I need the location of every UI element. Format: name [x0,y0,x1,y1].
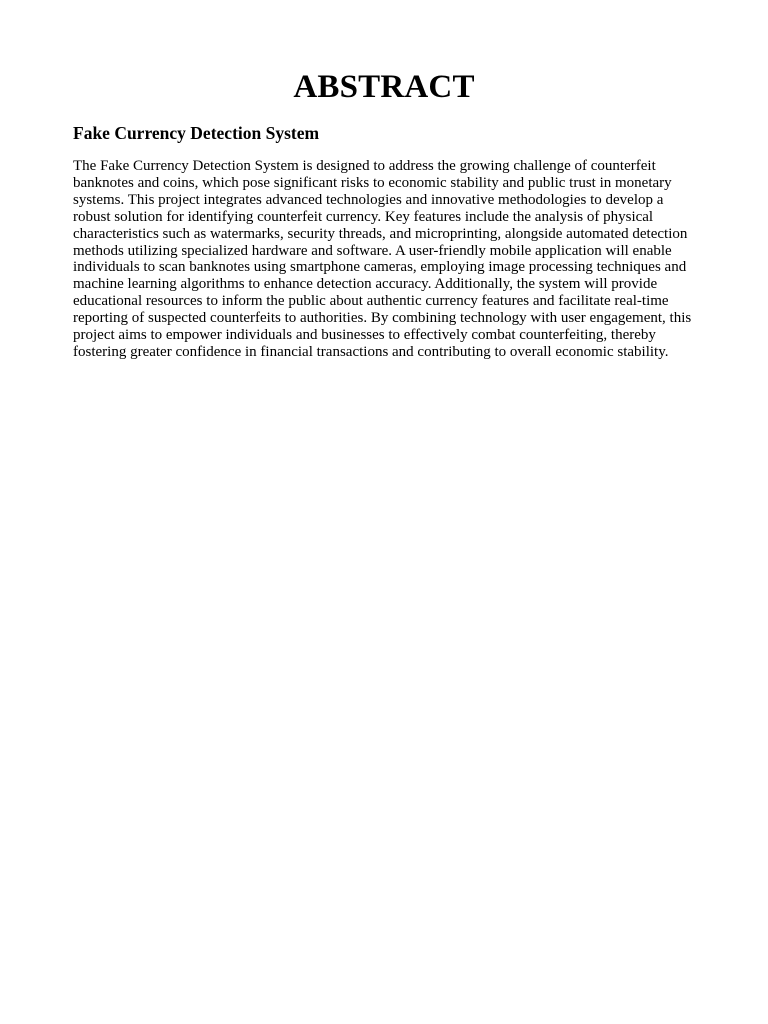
document-title: ABSTRACT [293,69,475,105]
abstract-paragraph: The Fake Currency Detection System is designed to address the growing challenge of counterfeit banknotes and coins, which pose significant risks to economic stability and public trust in monetary systems. This project integrates advanced technologies and innovative methodologies to develop a robust solution for identifying counterfeit currency. Key features include the analysis of physical characteristics such as watermarks, security threads, and microprinting, alongside automated detection methods utilizing specialized hardware and software. A user-friendly mobile application will enable individuals to scan banknotes using smartphone cameras, employing image processing techniques and machine learning algorithms to enhance detection accuracy. Additionally, the system will provide educational resources to inform the public about authentic currency features and facilitate real-time reporting of suspected counterfeits to authorities. By combining technology with user engagement, this project aims to empower individuals and businesses to effectively combat counterfeiting, thereby fostering greater confidence in financial transactions and contributing to overall economic stability. [73,158,692,360]
section-heading: Fake Currency Detection System [73,123,320,143]
